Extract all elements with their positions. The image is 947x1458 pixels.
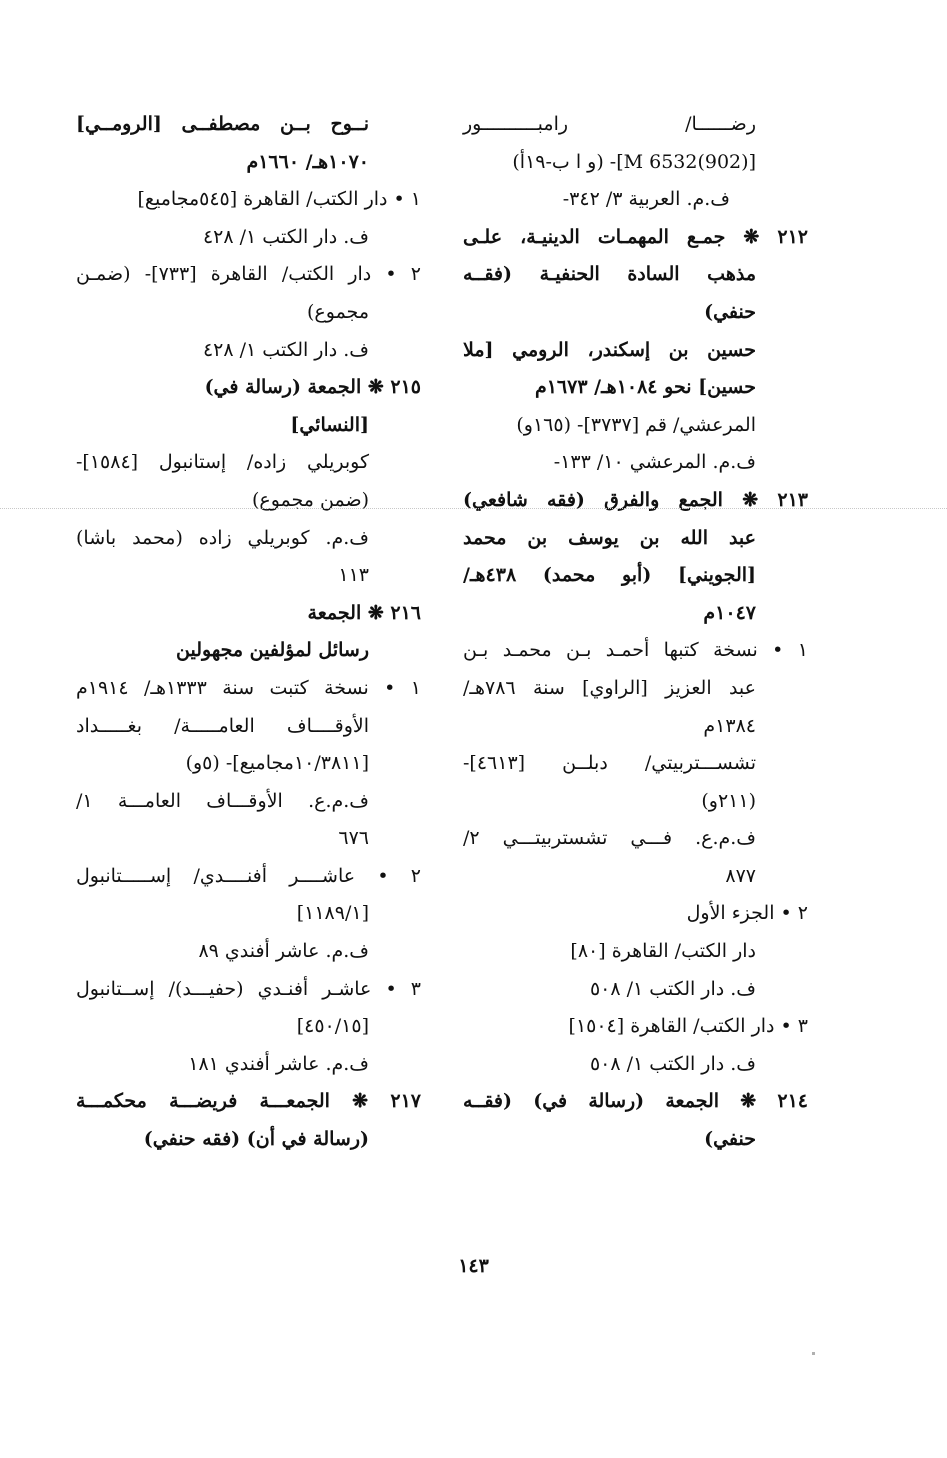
right-column-line: مذهب السادة الحنفيـة (فقــه bbox=[463, 263, 756, 286]
right-column-line: حسين بن إسكندر، الرومي [ملا bbox=[463, 338, 756, 361]
right-column-line: ٢١٣ ❋ الجمع والفرق (فقه شافعي) bbox=[463, 488, 808, 511]
left-column-line: (رسالة في أن) (فقه حنفي) bbox=[143, 1128, 369, 1151]
right-column-line: ٨٧٧ bbox=[725, 864, 756, 887]
page-number: ١٤٣ bbox=[458, 1255, 489, 1277]
right-column-line: ١٠٤٧م bbox=[703, 601, 756, 624]
right-column-line: [M 6532(902)]- (و ا ب-١٩أ) bbox=[512, 150, 756, 173]
left-column-line: ١٠٧٠هـ/ ١٦٦٠م bbox=[246, 150, 369, 173]
right-column-line: رضــــــا/ رامبــــــــــور bbox=[463, 113, 756, 135]
right-column-line: حنفي) bbox=[704, 300, 756, 323]
right-column-line: [الجويني] (أبو محمد) ٤٣٨هـ/ bbox=[463, 564, 756, 587]
left-column-line: ١ • دار الكتب/ القاهرة [٥٤٥مجاميع] bbox=[137, 188, 421, 211]
left-column-line: ٢ • دار الكتب/ القاهرة [٧٣٣]- (ضمـن bbox=[76, 263, 422, 286]
left-column-line: ف.م. عاشر أفندي ٨٩ bbox=[198, 940, 369, 963]
left-column-line: ف.م. كوبريلي زاده (محمد باشا) bbox=[76, 526, 369, 549]
right-column-line: ٣ • دار الكتب/ القاهرة [١٥٠٤] bbox=[568, 1015, 808, 1038]
left-column-line: ٢١٦ ❋ الجمعة bbox=[307, 601, 421, 624]
right-column-line: ٢١٤ ❋ الجمعة (رسالة في) (فقــه bbox=[463, 1090, 808, 1113]
right-column-line: عبد الله بن يوسف بن محمد bbox=[463, 526, 756, 549]
right-column-line: عبد العزيز [الراوي] سنة ٧٨٦هـ/ bbox=[463, 676, 756, 699]
left-column-line: مجموع) bbox=[307, 300, 369, 323]
left-column-line: [النسائي] bbox=[290, 413, 369, 436]
left-column-line: كوبريلي زاده/ إستانبول [١٥٨٤]- bbox=[76, 451, 369, 474]
right-column-line: المرعشي/ قم [٣٧٣٧]- (١٦٥و) bbox=[516, 413, 756, 436]
left-column-line: ٣ • عاشـر أفنـدي (حفيـــد)/ إســتانبول bbox=[76, 977, 421, 1000]
right-column-line: حسين] نحو ١٠٨٤هـ/ ١٦٧٣م bbox=[534, 376, 756, 399]
left-column-line: ١ • نسخة كتبت سنة ١٣٣٣هـ/ ١٩١٤م bbox=[76, 676, 421, 699]
left-column-line: ف. دار الكتب ١/ ٤٢٨ bbox=[202, 225, 369, 248]
left-column-line: ١١٣ bbox=[338, 564, 369, 587]
left-column bbox=[76, 106, 421, 1159]
left-column-line: ف.م.ع. الأوقـــاف العامـــة ١/ bbox=[76, 789, 369, 812]
scan-dot bbox=[812, 1352, 815, 1355]
left-column-line: ٢١٧ ❋ الجمعـــة فريضـــة محكمـــة bbox=[76, 1090, 421, 1113]
left-column-line: رسائل لمؤلفين مجهولين bbox=[176, 639, 369, 662]
right-column bbox=[463, 106, 808, 1159]
right-column-line: تشســـتربيتي/ دبلــن [٤٦١٣]- bbox=[463, 752, 756, 775]
right-column-line: ف.م.ع. فـــي تشستربيتـــي ٢/ bbox=[463, 827, 756, 850]
left-column-line: ف.م. عاشر أفندي ١٨١ bbox=[188, 1052, 369, 1075]
right-column-line: حنفي) bbox=[704, 1128, 756, 1151]
left-column-line: نــوح بــن مصطفــى [الرومــي] bbox=[76, 113, 369, 135]
left-column-line: [١١٨٩/١] bbox=[296, 902, 369, 925]
left-column-line: ٢١٥ ❋ الجمعة (رسالة في) bbox=[204, 376, 421, 399]
right-column-line: (٢١١و) bbox=[701, 789, 756, 812]
right-column-line: ٢١٢ ❋ جمـع المهمـات الدينيـة، علـى bbox=[463, 225, 808, 248]
left-column-line: ٢ • عاشــــر أفنــــدي/ إســـــتانبول bbox=[76, 864, 421, 887]
right-column-line: ف. دار الكتب ١/ ٥٠٨ bbox=[589, 977, 756, 1000]
right-column-line: دار الكتب/ القاهرة [٨٠] bbox=[570, 940, 756, 963]
right-column-line: ف.م. المرعشي ١٠/ ١٣٣- bbox=[553, 451, 756, 474]
right-column-line: ١٣٨٤م bbox=[703, 714, 756, 737]
right-column-line: ف.م. العربية ٣/ ٣٤٢- bbox=[562, 188, 730, 211]
left-column-line: ٦٧٦ bbox=[338, 827, 369, 850]
left-column-line: ف. دار الكتب ١/ ٤٢٨ bbox=[202, 338, 369, 361]
left-column-line: الأوقــــاف العامـــــة/ بغـــــداد bbox=[76, 714, 369, 737]
scan-artifact-line bbox=[0, 508, 947, 509]
left-column-line: [٤٥٠/١٥] bbox=[296, 1015, 369, 1038]
right-column-line: ف. دار الكتب ١/ ٥٠٨ bbox=[589, 1052, 756, 1075]
left-column-line: (ضمن مجموع) bbox=[251, 488, 369, 511]
left-column-line: [١٠/٣٨١١مجاميع]- (٥و) bbox=[185, 752, 369, 775]
right-column-line: ١ • نسخة كتبها أحمـد بـن محمـد بـن bbox=[463, 639, 808, 662]
right-column-line: ٢ • الجزء الأول bbox=[686, 902, 808, 925]
